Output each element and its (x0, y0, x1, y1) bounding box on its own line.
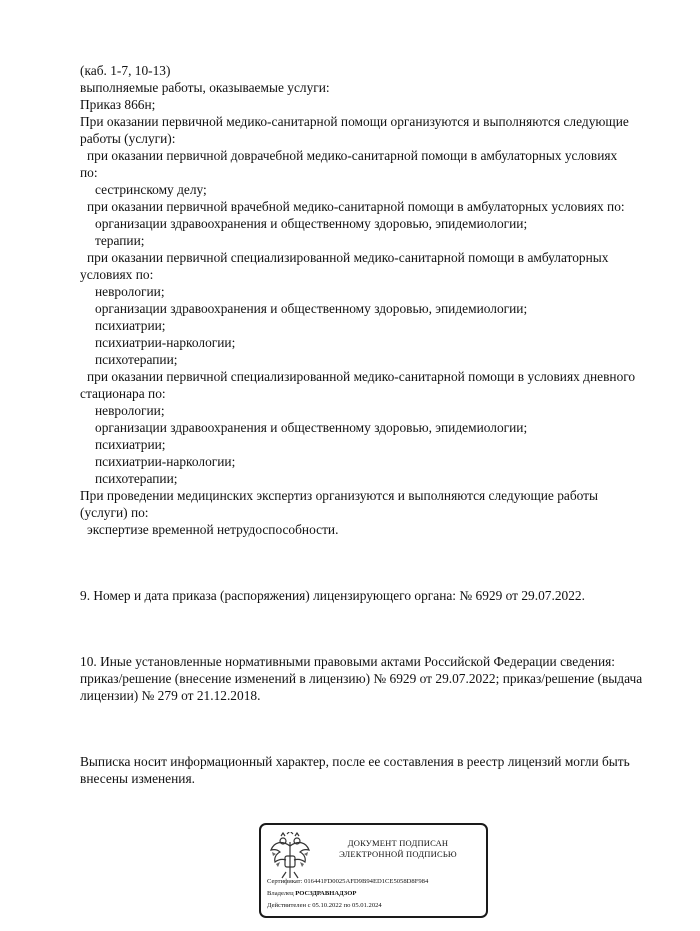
text-line: психиатрии-наркологии; (95, 454, 236, 469)
stamp-validity: Действителен с 05.10.2022 по 05.01.2024 (267, 902, 382, 909)
russian-coat-of-arms-icon (268, 832, 312, 880)
text-line: внесены изменения. (80, 771, 195, 786)
text-line: выполняемые работы, оказываемые услуги: (80, 80, 330, 95)
text-line: психотерапии; (95, 471, 178, 486)
stamp-certificate-value: 016441FD0025AFD9B94ED1CE5058D8F984 (304, 878, 429, 885)
stamp-title (313, 838, 483, 860)
text-line: психиатрии; (95, 318, 166, 333)
text-line: при оказании первичной доврачебной медико-санитарной помощи в амбулаторных условиях (87, 148, 618, 163)
text-line: при оказании первичной врачебной медико-санитарной помощи в амбулаторных условиях по: (87, 199, 625, 214)
text-line: 9. Номер и дата приказа (распоряжения) лицензирующего органа: № 6929 от 29.07.2022. (80, 588, 585, 603)
text-line: неврологии; (95, 403, 165, 418)
paragraph-gap (80, 554, 665, 571)
paragraph-gap (80, 720, 665, 737)
text-line: 10. Иные установленные нормативными правовыми актами Российской Федерации сведения: (80, 654, 615, 669)
text-line: Приказ 866н; (80, 97, 156, 112)
text-line: сестринскому делу; (95, 182, 207, 197)
text-line: организации здравоохранения и общественному здоровью, эпидемиологии; (95, 301, 528, 316)
text-line: Выписка носит информационный характер, после ее составления в реестр лицензий могли быть (80, 754, 630, 769)
document-body (80, 62, 665, 787)
text-line: (услуги) по: (80, 505, 149, 520)
text-line: психотерапии; (95, 352, 178, 367)
text-line: психиатрии; (95, 437, 166, 452)
stamp-owner-value: РОСЗДРАВНАДЗОР (295, 890, 357, 897)
text-line: при оказании первичной специализированной медико-санитарной помощи в условиях дневного (87, 369, 636, 384)
text-line: приказ/решение (внесение изменений в лицензию) № 6929 от 29.07.2022; приказ/решение (выдача (80, 671, 643, 686)
paragraph-gap (80, 620, 665, 637)
text-line: При оказании первичной медико-санитарной помощи организуются и выполняются следующие (80, 114, 629, 129)
digital-signature-stamp (259, 823, 488, 918)
text-line: стационара по: (80, 386, 166, 401)
stamp-owner (267, 889, 356, 899)
text-line: при оказании первичной специализированной медико-санитарной помощи в амбулаторных (87, 250, 609, 265)
text-line: работы (услуги): (80, 131, 176, 146)
text-line: При проведении медицинских экспертиз организуются и выполняются следующие работы (80, 488, 599, 503)
stamp-title-line-2: ЭЛЕКТРОННОЙ ПОДПИСЬЮ (339, 849, 457, 859)
text-line: неврологии; (95, 284, 165, 299)
stamp-owner-label: Владелец (267, 890, 296, 897)
stamp-title-line-1: ДОКУМЕНТ ПОДПИСАН (347, 838, 449, 848)
text-line: организации здравоохранения и общественному здоровью, эпидемиологии; (95, 420, 528, 435)
text-line: условиях по: (80, 267, 154, 282)
stamp-certificate-label: Сертификат: (267, 878, 305, 885)
text-line: экспертизе временной нетрудоспособности. (87, 522, 339, 537)
text-line: лицензии) № 279 от 21.12.2018. (80, 688, 261, 703)
text-line: по: (80, 165, 98, 180)
text-line: организации здравоохранения и общественному здоровью, эпидемиологии; (95, 216, 528, 231)
text-line: психиатрии-наркологии; (95, 335, 236, 350)
text-line: (каб. 1-7, 10-13) (80, 63, 171, 78)
stamp-certificate (267, 877, 428, 887)
text-line: терапии; (95, 233, 145, 248)
